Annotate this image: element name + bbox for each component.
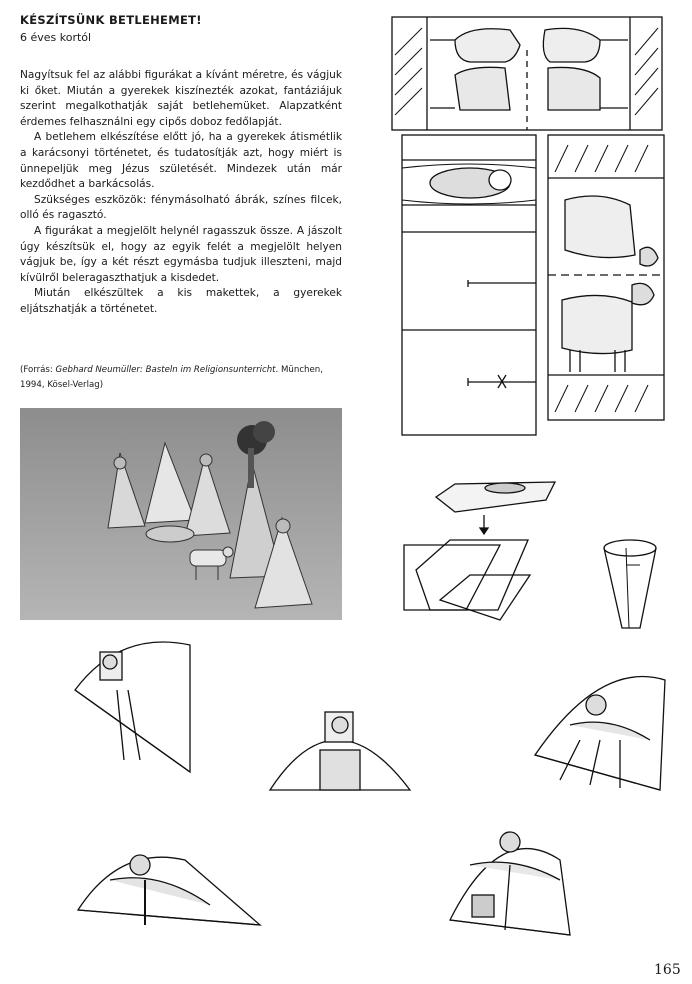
page-number: 165 [654,962,681,978]
source-citation: (Forrás: Gebhard Neumüller: Basteln im Religionsunterricht. München, 1994, Kösel-Verlag) [20,365,323,390]
paragraph: A betlehem elkészítése előtt jó, ha a gyerekek átismétlik a karácsonyi történetet, és tudatosítják azt, hogy miért is ünnepeljük meg Jézus születését. Mindezek után már kezdődhet a barkácsolás. [20,131,342,191]
paragraph: A figurákat a megjelölt helynél ragasszuk össze. A jászolt úgy készítsük el, hogy az egyik felét a megjelölt helyen vágjuk be, így a két részt egymásba tudjuk illeszteni, majd kívülről beleragaszthatjuk a kisdedet. [20,224,342,284]
figure-cone-mary [75,642,190,772]
page-title: KÉSZÍTSÜNK BETLEHEMET! [20,13,202,27]
age-subtitle: 6 éves kortól [20,31,92,44]
paragraph: Nagyítsuk fel az alábbi figurákat a kívánt méretre, és vágjuk ki őket. Miután a gyerekek kiszínezték azokat, fantáziájuk szerint megalkothatják saját betlehemüket. Alapzatként érdemes felhasználni egy cipős doboz fedőlapját. [20,69,342,128]
paragraph: Szükséges eszközök: fénymásolható ábrák, színes filcek, olló és ragasztó. [20,193,342,222]
paragraph: Miután elkészültek a kis makettek, a gyerekek eljátszhatják a történetet. [20,287,342,315]
figure-cone-shepherd-center [270,712,410,790]
source-work: Gebhard Neumüller: Basteln im Religionsunterricht [55,365,276,375]
figure-cone-joseph-right [535,677,665,790]
figure-cone-shepherd-lower [450,832,570,935]
figure-cone-shepherd-left [78,855,260,925]
